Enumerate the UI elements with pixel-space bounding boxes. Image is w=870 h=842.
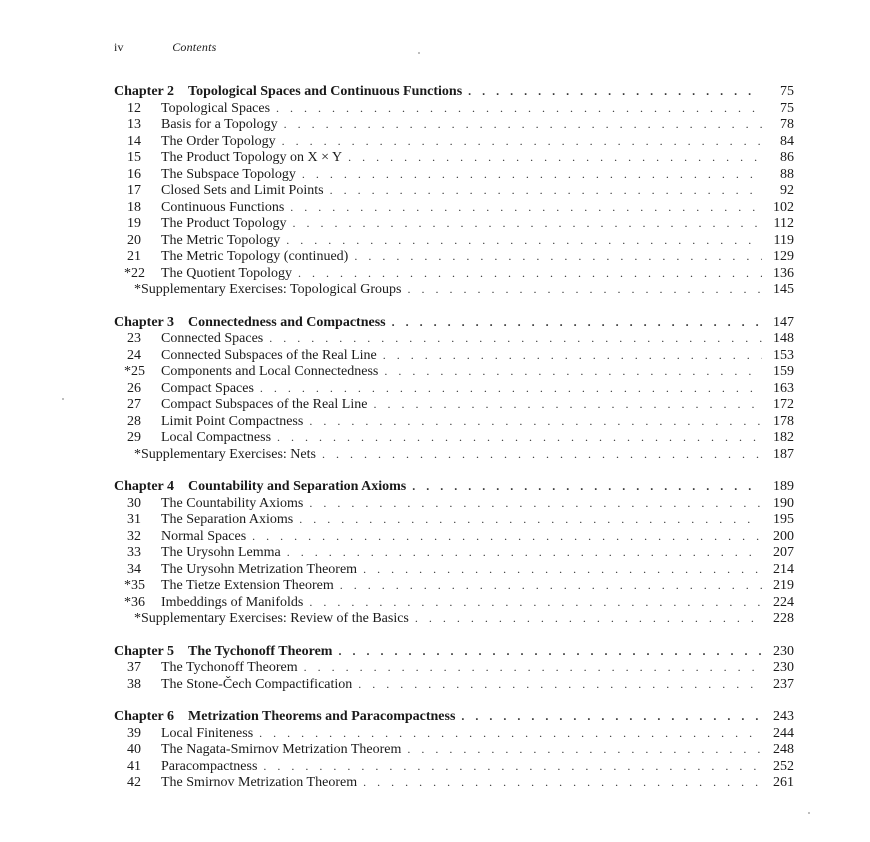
toc-entry[interactable] — [114, 116, 794, 133]
scan-speck — [62, 398, 64, 400]
section-number: 32 — [127, 528, 141, 544]
section-title: Topological Spaces — [161, 100, 271, 116]
toc-entry[interactable] — [114, 594, 794, 611]
section-title: The Metric Topology (continued) — [161, 249, 349, 264]
dot-leader — [269, 330, 762, 347]
section-number: 31 — [127, 512, 141, 527]
section-title: Basis for a Topology — [161, 117, 278, 132]
section-number: 23 — [127, 331, 141, 346]
section-page: 190 — [773, 495, 794, 511]
section-number: 20 — [127, 232, 141, 248]
dot-leader — [322, 446, 762, 463]
section-number: 40 — [127, 742, 141, 757]
section-number: 16 — [127, 166, 141, 182]
section-number: *36 — [124, 594, 145, 610]
dot-leader — [363, 561, 762, 578]
section-page: 252 — [773, 758, 794, 774]
dot-leader — [309, 495, 762, 512]
dot-leader — [461, 708, 762, 725]
section-page: 119 — [773, 232, 794, 248]
section-title: Closed Sets and Limit Points — [161, 183, 324, 198]
section-page: 200 — [773, 528, 794, 544]
section-page: 86 — [780, 150, 794, 165]
toc-entry[interactable] — [114, 133, 794, 150]
toc-entry[interactable] — [114, 215, 794, 232]
chapter-block — [114, 478, 794, 627]
section-number: 28 — [127, 413, 141, 429]
section-title: Compact Spaces — [161, 380, 254, 396]
section-page: 182 — [773, 430, 794, 445]
section-title: The Quotient Topology — [161, 265, 292, 281]
supplementary-page: 145 — [773, 282, 794, 297]
dot-leader — [468, 83, 762, 100]
section-page: 148 — [773, 331, 794, 346]
chapter-title: Metrization Theorems and Paracompactness — [188, 709, 456, 724]
supplementary-entry[interactable] — [114, 281, 794, 298]
scan-speck — [808, 812, 810, 814]
section-page: 92 — [780, 183, 794, 198]
section-number: 33 — [127, 545, 141, 560]
section-number: 42 — [127, 775, 141, 790]
toc-entry[interactable] — [114, 774, 794, 791]
section-page: 214 — [773, 561, 794, 577]
dot-leader — [348, 149, 762, 166]
dot-leader — [383, 347, 762, 364]
section-number: 29 — [127, 430, 141, 445]
section-title: The Smirnov Metrization Theorem — [161, 775, 358, 790]
dot-leader — [293, 215, 762, 232]
section-title: The Tietze Extension Theorem — [161, 578, 334, 593]
section-title: The Product Topology — [161, 216, 287, 231]
section-title: Limit Point Compactness — [161, 413, 304, 429]
toc-entry[interactable] — [114, 166, 794, 183]
dot-leader — [358, 676, 762, 693]
dot-leader — [340, 577, 762, 594]
section-title: Connected Subspaces of the Real Line — [161, 347, 377, 363]
toc-entry[interactable] — [114, 265, 794, 282]
section-page: 195 — [773, 512, 794, 527]
chapter-page: 230 — [773, 643, 794, 659]
toc-entry[interactable] — [114, 577, 794, 594]
section-number: 27 — [127, 397, 141, 412]
dot-leader — [338, 643, 762, 660]
toc-entry[interactable] — [114, 528, 794, 545]
chapter-label: Chapter 2 — [114, 84, 175, 99]
section-page: 178 — [773, 413, 794, 429]
toc-entry[interactable] — [114, 676, 794, 693]
supplementary-page: 187 — [773, 446, 794, 462]
section-page: 75 — [780, 100, 794, 116]
chapter-title: The Tychonoff Theorem — [188, 643, 333, 659]
section-title: The Subspace Topology — [161, 166, 296, 182]
section-page: 261 — [773, 775, 794, 790]
section-number: 30 — [127, 495, 141, 511]
chapter-page: 75 — [780, 84, 794, 99]
toc-entry[interactable] — [114, 413, 794, 430]
toc-entry[interactable] — [114, 347, 794, 364]
section-page: 78 — [780, 117, 794, 132]
section-page: 136 — [773, 265, 794, 281]
chapter-label: Chapter 6 — [114, 709, 175, 724]
page-number: iv — [114, 40, 124, 54]
dot-leader — [276, 100, 762, 117]
supplementary-title: *Supplementary Exercises: Topological Groups — [134, 282, 402, 297]
supplementary-entry[interactable] — [114, 446, 794, 463]
supplementary-title: *Supplementary Exercises: Review of the Basics — [134, 611, 409, 626]
toc-entry[interactable] — [114, 758, 794, 775]
dot-leader — [284, 116, 762, 133]
chapter-title: Connectedness and Compactness — [188, 314, 386, 330]
toc-entry[interactable] — [114, 495, 794, 512]
toc-entry[interactable] — [114, 544, 794, 561]
section-number: 13 — [127, 117, 141, 132]
dot-leader — [412, 478, 762, 495]
chapter-page: 243 — [773, 709, 794, 724]
section-title: The Urysohn Metrization Theorem — [161, 561, 358, 577]
section-title: The Metric Topology — [161, 232, 281, 248]
section-number: 19 — [127, 216, 141, 231]
section-number: *25 — [124, 364, 145, 379]
table-of-contents — [114, 83, 794, 807]
chapter-label: Chapter 5 — [114, 643, 175, 659]
dot-leader — [330, 182, 762, 199]
section-page: 244 — [773, 725, 794, 741]
dot-leader — [286, 232, 762, 249]
toc-entry[interactable] — [114, 248, 794, 265]
chapter-block — [114, 314, 794, 463]
section-title: Imbeddings of Manifolds — [161, 594, 304, 610]
section-title: The Countability Axioms — [161, 495, 304, 511]
dot-leader — [252, 528, 762, 545]
chapter-heading[interactable] — [114, 314, 794, 331]
dot-leader — [363, 774, 762, 791]
section-title: Connected Spaces — [161, 331, 264, 346]
section-page: 207 — [773, 545, 794, 560]
toc-entry[interactable] — [114, 182, 794, 199]
supplementary-entry[interactable] — [114, 610, 794, 627]
section-number: 18 — [127, 199, 141, 215]
section-title: The Urysohn Lemma — [161, 545, 281, 560]
chapter-block — [114, 83, 794, 298]
dot-leader — [309, 594, 762, 611]
toc-entry[interactable] — [114, 741, 794, 758]
section-title: Continuous Functions — [161, 199, 285, 215]
chapter-label: Chapter 3 — [114, 314, 175, 330]
dot-leader — [354, 248, 762, 265]
chapter-page: 147 — [773, 314, 794, 330]
section-number: 21 — [127, 249, 141, 264]
section-title: Normal Spaces — [161, 528, 247, 544]
running-title: Contents — [172, 40, 217, 54]
dot-leader — [260, 380, 762, 397]
section-title: Components and Local Connectedness — [161, 364, 379, 379]
toc-entry[interactable] — [114, 149, 794, 166]
dot-leader — [282, 133, 762, 150]
chapter-title: Topological Spaces and Continuous Functions — [188, 84, 463, 99]
dot-leader — [415, 610, 762, 627]
section-title: The Product Topology on X × Y — [161, 150, 343, 165]
section-title: Compact Subspaces of the Real Line — [161, 397, 368, 412]
toc-entry[interactable] — [114, 725, 794, 742]
section-number: 24 — [127, 347, 141, 363]
chapter-heading[interactable] — [114, 643, 794, 660]
toc-entry[interactable] — [114, 199, 794, 216]
chapter-block — [114, 708, 794, 791]
toc-entry[interactable] — [114, 330, 794, 347]
section-number: 39 — [127, 725, 141, 741]
dot-leader — [407, 741, 762, 758]
chapter-title: Countability and Separation Axioms — [188, 479, 407, 494]
section-page: 219 — [773, 578, 794, 593]
dot-leader — [287, 544, 762, 561]
toc-entry[interactable] — [114, 659, 794, 676]
section-page: 129 — [773, 249, 794, 264]
section-page: 248 — [773, 742, 794, 757]
dot-leader — [302, 166, 762, 183]
dot-leader — [392, 314, 762, 331]
section-number: 12 — [127, 100, 141, 116]
chapter-heading[interactable] — [114, 478, 794, 495]
section-title: Paracompactness — [161, 758, 258, 774]
toc-entry[interactable] — [114, 511, 794, 528]
section-page: 159 — [773, 364, 794, 379]
toc-entry[interactable] — [114, 396, 794, 413]
section-number: 26 — [127, 380, 141, 396]
section-number: *22 — [124, 265, 145, 281]
dot-leader — [309, 413, 762, 430]
supplementary-page: 228 — [773, 611, 794, 626]
chapter-heading[interactable] — [114, 83, 794, 100]
section-title: The Nagata-Smirnov Metrization Theorem — [161, 742, 402, 757]
section-title: Local Compactness — [161, 430, 272, 445]
section-page: 112 — [773, 216, 794, 231]
section-number: 14 — [127, 133, 141, 149]
section-page: 237 — [773, 676, 794, 692]
supplementary-title: *Supplementary Exercises: Nets — [134, 446, 316, 462]
section-page: 224 — [773, 594, 794, 610]
section-page: 88 — [780, 166, 794, 182]
chapter-heading[interactable] — [114, 708, 794, 725]
toc-entry[interactable] — [114, 429, 794, 446]
section-number: 34 — [127, 561, 141, 577]
section-title: The Stone-Čech Compactification — [161, 676, 353, 692]
dot-leader — [373, 396, 762, 413]
section-page: 163 — [773, 380, 794, 396]
toc-entry[interactable] — [114, 100, 794, 117]
chapter-label: Chapter 4 — [114, 479, 175, 494]
toc-entry[interactable] — [114, 561, 794, 578]
section-page: 172 — [773, 397, 794, 412]
toc-entry[interactable] — [114, 363, 794, 380]
section-title: The Order Topology — [161, 133, 276, 149]
section-number: 17 — [127, 183, 141, 198]
dot-leader — [259, 725, 762, 742]
dot-leader — [298, 265, 762, 282]
section-title: Local Finiteness — [161, 725, 254, 741]
section-page: 230 — [773, 660, 794, 675]
page-header — [114, 40, 216, 55]
section-page: 84 — [780, 133, 794, 149]
toc-entry[interactable] — [114, 380, 794, 397]
toc-entry[interactable] — [114, 232, 794, 249]
section-number: 15 — [127, 150, 141, 165]
dot-leader — [384, 363, 762, 380]
dot-leader — [277, 429, 762, 446]
dot-leader — [263, 758, 762, 775]
section-title: The Tychonoff Theorem — [161, 660, 298, 675]
dot-leader — [407, 281, 762, 298]
section-number: 41 — [127, 758, 141, 774]
section-page: 153 — [773, 347, 794, 363]
dot-leader — [304, 659, 762, 676]
dot-leader — [290, 199, 762, 216]
chapter-page: 189 — [773, 479, 794, 494]
section-number: *35 — [124, 578, 145, 593]
section-number: 38 — [127, 676, 141, 692]
section-number: 37 — [127, 660, 141, 675]
section-title: The Separation Axioms — [161, 512, 294, 527]
section-page: 102 — [773, 199, 794, 215]
dot-leader — [299, 511, 762, 528]
scan-speck — [418, 52, 420, 54]
chapter-block — [114, 643, 794, 693]
